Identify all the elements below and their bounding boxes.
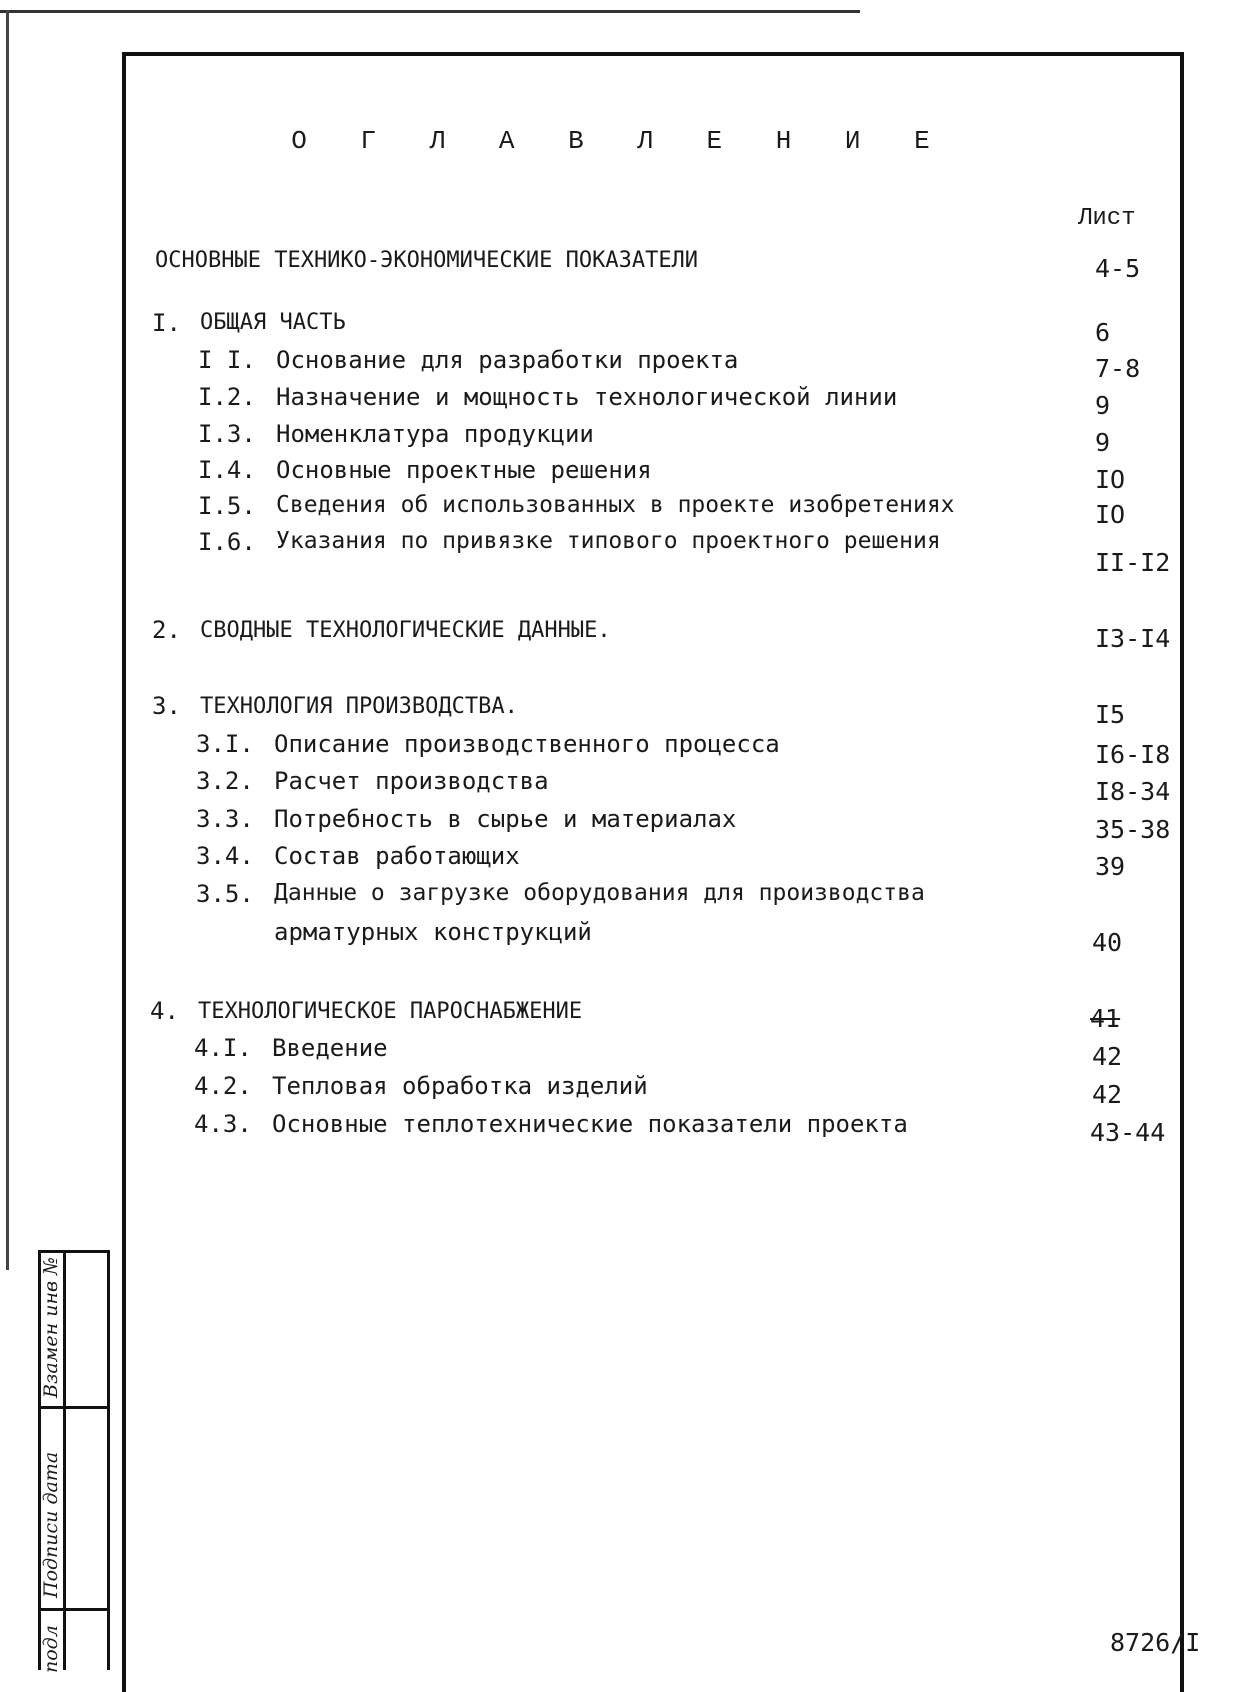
toc-entry-page: 6 bbox=[1095, 318, 1111, 347]
toc-entry-page: IO bbox=[1095, 500, 1126, 529]
toc-entry-num: I.6. bbox=[198, 528, 256, 556]
toc-entry-num: 4.3. bbox=[194, 1110, 252, 1138]
toc-entry-num: I. bbox=[152, 309, 181, 337]
toc-entry-page: 41 bbox=[1090, 1004, 1121, 1033]
stamp-label-replaced-inv: Взамен инв № bbox=[40, 1256, 62, 1398]
toc-entry-num: I.2. bbox=[198, 383, 256, 411]
scan-edge-left bbox=[6, 10, 9, 1270]
toc-entry-num: 3. bbox=[152, 692, 181, 720]
toc-entry-num: 3.3. bbox=[196, 805, 254, 833]
toc-entry-num: 3.I. bbox=[196, 730, 254, 758]
toc-entry-num: I.5. bbox=[198, 492, 256, 520]
toc-entry-page: 4-5 bbox=[1095, 254, 1141, 283]
toc-entry-text: Сведения об использованных в проекте изобретениях bbox=[276, 492, 955, 518]
toc-entry-page: 42 bbox=[1092, 1042, 1123, 1071]
toc-entry-text: Тепловая обработка изделий bbox=[272, 1072, 648, 1100]
toc-entry-text: Потребность в сырье и материалах bbox=[274, 805, 737, 833]
toc-entry-num: I I. bbox=[198, 346, 256, 374]
stamp-strip bbox=[38, 1250, 110, 1673]
toc-entry-text: ОБЩАЯ ЧАСТЬ bbox=[200, 310, 346, 335]
toc-entry-text: Данные о загрузке оборудования для производства bbox=[274, 880, 925, 906]
stamp-divider bbox=[41, 1608, 107, 1611]
stamp-label-original: подл bbox=[40, 1625, 62, 1673]
toc-entry-text: ОСНОВНЫЕ ТЕХНИКО-ЭКОНОМИЧЕСКИЕ ПОКАЗАТЕЛИ bbox=[155, 248, 699, 273]
page-column-header: Лист bbox=[1078, 205, 1136, 232]
page-frame bbox=[122, 52, 1184, 1692]
toc-entry-page: 40 bbox=[1092, 928, 1123, 957]
toc-entry-page: I5 bbox=[1095, 700, 1126, 729]
scan-edge-top bbox=[0, 10, 860, 13]
toc-entry-text: Основные теплотехнические показатели проекта bbox=[272, 1110, 908, 1138]
toc-entry-text: Основание для разработки проекта bbox=[276, 346, 739, 374]
toc-entry-page: 43-44 bbox=[1090, 1118, 1166, 1147]
toc-entry-num: 2. bbox=[152, 616, 181, 644]
stamp-divider bbox=[41, 1406, 107, 1409]
toc-entry-page: I6-I8 bbox=[1095, 740, 1171, 769]
toc-entry-page: 35-38 bbox=[1095, 815, 1171, 844]
toc-entry-page: 39 bbox=[1095, 852, 1126, 881]
toc-entry-num: 4.2. bbox=[194, 1072, 252, 1100]
toc-entry-page: IO bbox=[1095, 465, 1126, 494]
toc-entry-num: 4.I. bbox=[194, 1034, 252, 1062]
toc-entry-text: Состав работающих bbox=[274, 842, 520, 870]
toc-entry-text: СВОДНЫЕ ТЕХНОЛОГИЧЕСКИЕ ДАННЫЕ. bbox=[200, 618, 611, 643]
toc-entry-num: 4. bbox=[150, 997, 179, 1025]
stamp-label-signature-date: Подписи дата bbox=[40, 1451, 62, 1598]
toc-entry-text: Основные проектные решения bbox=[276, 456, 652, 484]
toc-entry-text: Номенклатура продукции bbox=[276, 420, 594, 448]
toc-entry-num: 3.4. bbox=[196, 842, 254, 870]
toc-entry-text: Назначение и мощность технологической линии bbox=[276, 383, 898, 411]
toc-entry-num: 3.2. bbox=[196, 767, 254, 795]
toc-entry-page: 7-8 bbox=[1095, 354, 1141, 383]
toc-entry-text: арматурных конструкций bbox=[274, 918, 592, 946]
document-number: 8726/I bbox=[1110, 1628, 1201, 1657]
toc-entry-num: I.4. bbox=[198, 456, 256, 484]
toc-entry-text: Введение bbox=[272, 1034, 388, 1062]
toc-entry-num: I.3. bbox=[198, 420, 256, 448]
toc-entry-page: I3-I4 bbox=[1095, 624, 1171, 653]
toc-entry-page: I8-34 bbox=[1095, 777, 1171, 806]
toc-entry-text: Описание производственного процесса bbox=[274, 730, 780, 758]
toc-entry-page: 42 bbox=[1092, 1080, 1123, 1109]
page-title: О Г Л А В Л Е Н И Е bbox=[291, 126, 949, 156]
toc-entry-text: ТЕХНОЛОГИЧЕСКОЕ ПАРОСНАБЖЕНИЕ bbox=[198, 999, 583, 1024]
toc-entry-num: 3.5. bbox=[196, 880, 254, 908]
toc-entry-page: 9 bbox=[1095, 391, 1111, 420]
toc-entry-page: II-I2 bbox=[1095, 548, 1171, 577]
toc-entry-text: Расчет производства bbox=[274, 767, 549, 795]
toc-entry-text: Указания по привязке типового проектного решения bbox=[276, 528, 941, 554]
toc-entry-page: 9 bbox=[1095, 428, 1111, 457]
toc-entry-text: ТЕХНОЛОГИЯ ПРОИЗВОДСТВА. bbox=[200, 694, 518, 719]
